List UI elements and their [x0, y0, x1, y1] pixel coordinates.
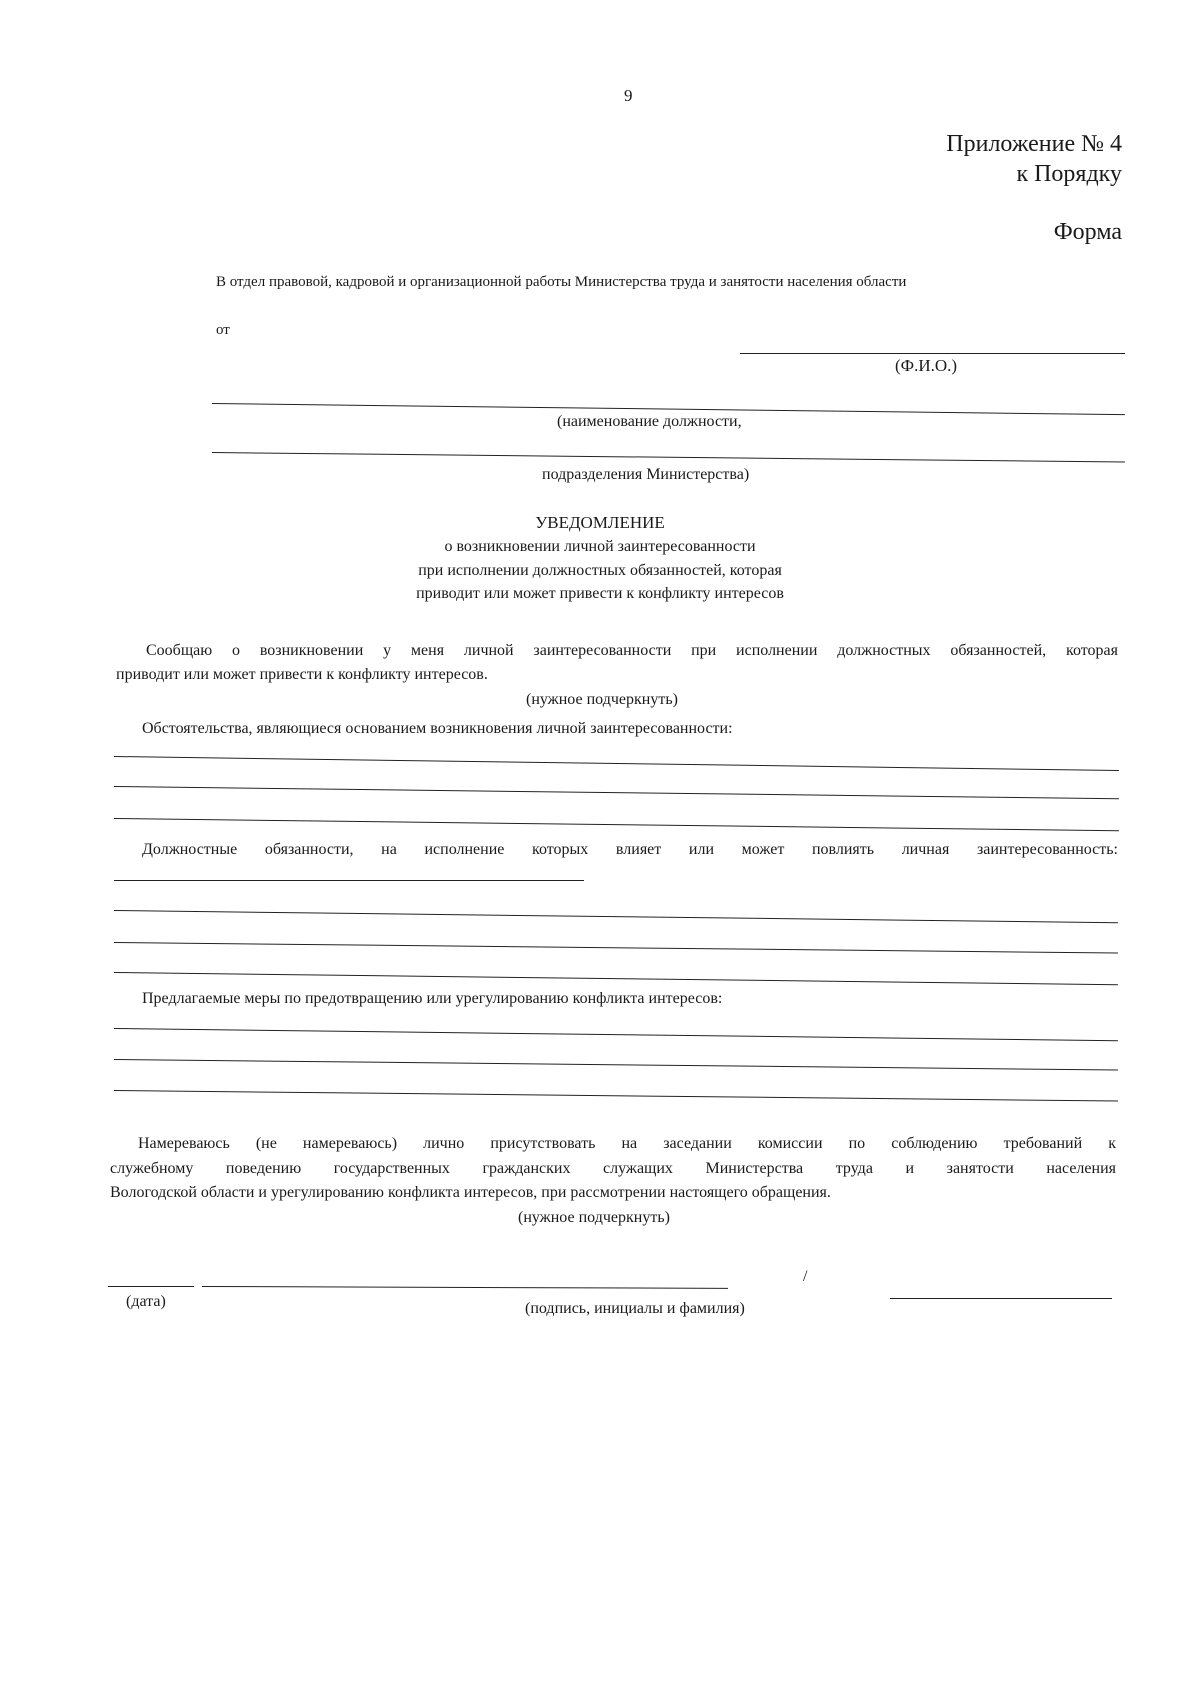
circumstances-label: Обстоятельства, являющиеся основанием возникновения личной заинтересованности: — [142, 720, 733, 737]
from-label: от — [216, 322, 230, 338]
signature-hint: (подпись, инициалы и фамилия) — [525, 1300, 745, 1317]
page-number: 9 — [624, 86, 633, 105]
department-field-line[interactable] — [212, 452, 1125, 463]
measures-line-3[interactable] — [114, 1090, 1118, 1102]
circumstances-line-3[interactable] — [114, 818, 1119, 831]
addressee-line: В отдел правовой, кадровой и организационной работы Министерства труда и занятости населения области — [216, 274, 907, 290]
appendix-title: Приложение № 4 — [946, 131, 1122, 157]
underline-hint-1: (нужное подчеркнуть) — [526, 691, 678, 708]
measures-label: Предлагаемые меры по предотвращению или урегулированию конфликта интересов: — [142, 990, 723, 1007]
appendix-subtitle: к Порядку — [1016, 161, 1122, 187]
report-line-2: приводит или может привести к конфликту интересов. — [116, 666, 488, 683]
notice-title: УВЕДОМЛЕНИЕ — [535, 513, 665, 532]
duties-line-1[interactable] — [114, 880, 584, 881]
measures-line-1[interactable] — [114, 1028, 1118, 1041]
report-line-1: Сообщаю о возникновении у меня личной заинтересованности при исполнении должностных обязанностей, которая — [146, 642, 1118, 659]
duties-line-4[interactable] — [114, 972, 1118, 985]
date-hint: (дата) — [126, 1293, 166, 1310]
signature-field-line[interactable] — [202, 1286, 728, 1289]
notice-subtitle-1: о возникновении личной заинтересованности — [444, 538, 756, 555]
department-hint: подразделения Министерства) — [542, 466, 750, 483]
date-field-line[interactable] — [108, 1286, 194, 1287]
measures-line-2[interactable] — [114, 1059, 1118, 1071]
intent-line-1: Намереваюсь (не намереваюсь) лично присутствовать на заседании комиссии по соблюдению требований к — [138, 1135, 1116, 1152]
circumstances-line-2[interactable] — [114, 786, 1119, 799]
circumstances-line-1[interactable] — [114, 756, 1119, 771]
position-hint: (наименование должности, — [557, 413, 742, 430]
underline-hint-2: (нужное подчеркнуть) — [518, 1209, 670, 1226]
notice-subtitle-3: приводит или может привести к конфликту интересов — [416, 585, 784, 602]
signature-slash: / — [803, 1268, 808, 1285]
duties-label: Должностные обязанности, на исполнение которых влияет или может повлиять личная заинтересованность: — [142, 841, 1118, 858]
intent-line-2: служебному поведению государственных гражданских служащих Министерства труда и занятости населения — [110, 1160, 1116, 1177]
notice-subtitle-2: при исполнении должностных обязанностей, которая — [418, 562, 782, 579]
intent-line-3: Вологодской области и урегулированию конфликта интересов, при рассмотрении настоящего обращения. — [110, 1184, 831, 1201]
name-field-line[interactable] — [890, 1298, 1112, 1299]
fio-hint: (Ф.И.О.) — [895, 356, 958, 375]
fio-field-line[interactable] — [740, 353, 1125, 354]
form-label: Форма — [1053, 219, 1122, 245]
duties-line-2[interactable] — [114, 910, 1118, 923]
duties-line-3[interactable] — [114, 942, 1118, 954]
